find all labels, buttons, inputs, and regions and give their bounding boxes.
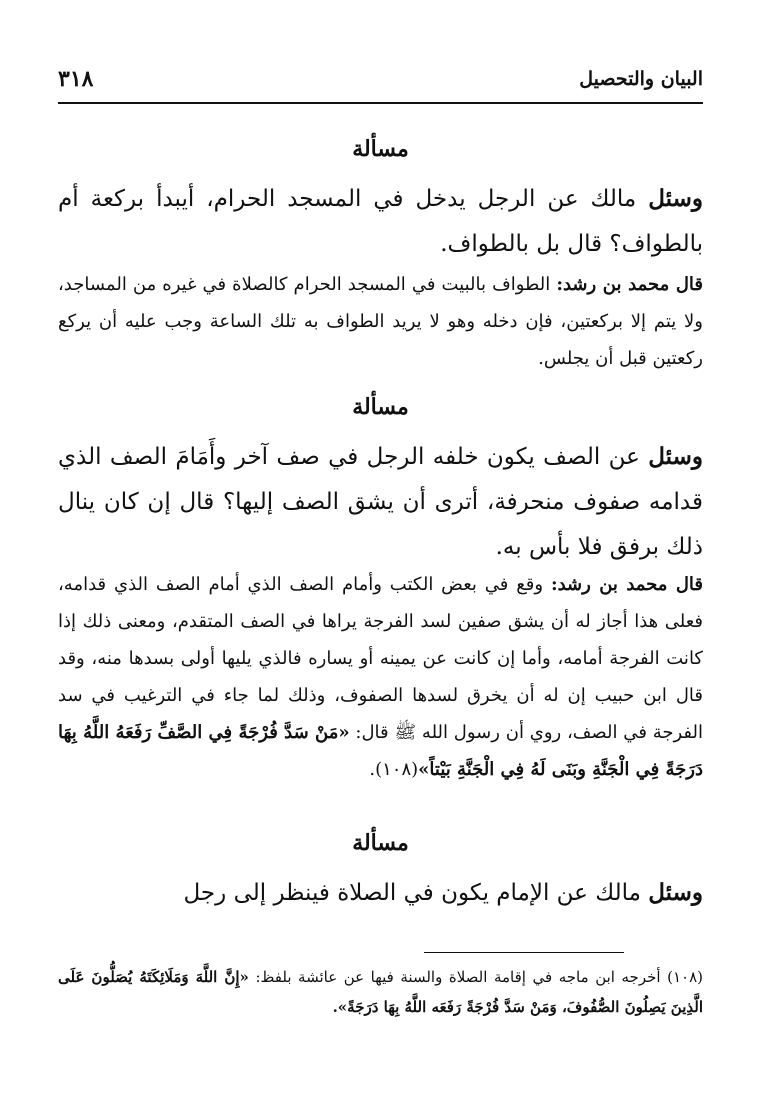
footnote: [58, 962, 703, 1022]
answer-text: وقع في بعض الكتب وأمام الصف الذي أمام الصف الذي قدامه، فعلى هذا أجاز له أن يشق صفين لسد الفرجة يراها في الصف المتقدم، ومعنى ذلك إذا كانت الفرجة أمامه، وأما إن كانت عن يمينه أو يساره فالذي يليها أولى بسدها منه، وقد قال ابن حبيب إن له أن يخرق لسدها الصفوف، وذلك لما جاء في الترغيب في سد الفرجة في الصف، روي أن رسول الله ﷺ قال:: [58, 574, 704, 743]
running-title: البيان والتحصيل: [579, 68, 703, 90]
footnote-number: (١٠٨): [667, 968, 703, 986]
section-heading: مسألة: [352, 136, 409, 162]
question-lead: وسئل: [648, 879, 703, 906]
answer-lead: قال محمد بن رشد:: [550, 574, 704, 595]
footnote-divider: [424, 952, 624, 953]
page-header: [58, 62, 703, 104]
answer-lead: قال محمد بن رشد:: [556, 274, 703, 295]
question-paragraph: [58, 870, 703, 916]
question-text: مالك عن الرجل يدخل في المسجد الحرام، أيبدأ بركعة أم بالطواف؟ قال بل بالطواف.: [58, 186, 703, 257]
answer-paragraph: [58, 566, 703, 788]
answer-paragraph: [58, 266, 703, 377]
footnote-reference: (١٠٨).: [369, 759, 419, 780]
footnote-text: أخرجه ابن ماجه في إقامة الصلاة والسنة فيها عن عائشة بلفظ:: [248, 968, 668, 986]
question-paragraph: [58, 434, 703, 570]
question-paragraph: [58, 176, 703, 267]
question-text: مالك عن الإمام يكون في الصلاة فينظر إلى رجل: [183, 880, 649, 906]
footnote-quote: «إِنَّ اللَّهَ وَمَلَائِكَتَهُ يُصَلُّونَ عَلَى الَّذِينَ يَصِلُونَ الصُّفُوفَ، وَمَنْ سَدَّ فُرْجَةً رَفَعَه اللَّهُ بِهَا دَرَجَةً».: [58, 968, 703, 1016]
answer-text: الطواف بالبيت في المسجد الحرام كالصلاة في غيره من المساجد، ولا يتم إلا بركعتين، فإن دخله وهو لا يريد الطواف به تلك الساعة وجب عليه أن يركع ركعتين قبل أن يجلس.: [58, 274, 703, 369]
question-lead: وسئل: [648, 185, 703, 212]
section-heading: مسألة: [352, 394, 409, 420]
page-number: ٣١٨: [58, 66, 94, 92]
section-heading: مسألة: [352, 830, 409, 856]
question-lead: وسئل: [648, 443, 703, 470]
hadith-quote: «مَنْ سَدَّ فُرْجَةً فِي الصَّفِّ رَفَعَهُ اللَّهُ بِهَا دَرَجَةً فِي الْجَنَّةِ وبَنَى لَهُ فِي الْجَنَّةِ بَيْتاً»: [58, 722, 703, 780]
question-text: عن الصف يكون خلفه الرجل في صف آخر وأَمَامَ الصف الذي قدامه صفوف منحرفة، أترى أن يشق الصف إليها؟ قال إن كان ينال ذلك برفق فلا بأس به.: [58, 444, 703, 560]
